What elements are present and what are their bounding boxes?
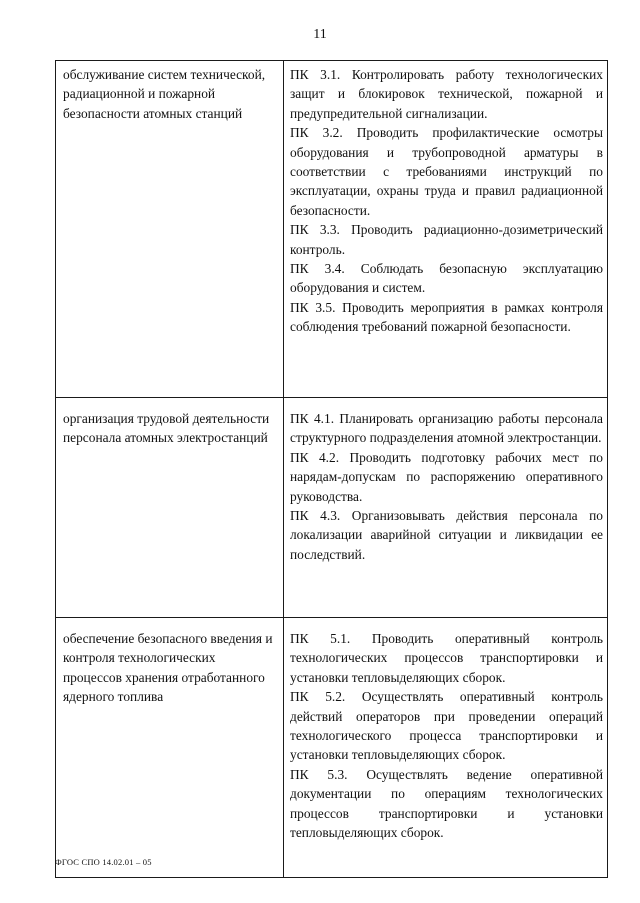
document-footer: ФГОС СПО 14.02.01 – 05 <box>55 857 152 867</box>
competence-item: ПК 3.1. Контролировать работу технологических защит и блокировок технической, пожарной и предупредительной сигнализации. <box>290 67 603 121</box>
competence-item: ПК 4.1. Планировать организацию работы персонала структурного подразделения атомной электростанции. <box>290 411 603 446</box>
competences-cell <box>284 61 608 398</box>
competence-item: ПК 5.2. Осуществлять оперативный контроль действий операторов при проведении операций технологического процесса транспортировки и установки тепловыделяющих сборок. <box>290 689 603 763</box>
activity-cell: организация трудовой деятельности персонала атомных электростанций <box>56 398 284 618</box>
competences-cell <box>284 398 608 618</box>
competences-cell <box>284 618 608 878</box>
competence-item: ПК 5.1. Проводить оперативный контроль технологических процессов транспортировки и установки тепловыделяющих сборок. <box>290 631 603 685</box>
competence-item: ПК 4.3. Организовывать действия персонала по локализации аварийной ситуации и ликвидации ее последствий. <box>290 508 603 562</box>
competence-item: ПК 5.3. Осуществлять ведение оперативной документации по операциям технологических процессов транспортировки и установки тепловыделяющих сборок. <box>290 766 603 841</box>
table-row <box>56 618 608 878</box>
table-row <box>56 398 608 618</box>
competence-item: ПК 4.2. Проводить подготовку рабочих мест по нарядам-допускам по распоряжению оперативного руководства. <box>290 449 603 504</box>
activity-cell: обеспечение безопасного введения и контроля технологических процессов хранения отработанного ядерного топлива <box>56 618 284 878</box>
competence-item: ПК 3.4. Соблюдать безопасную эксплуатацию оборудования и систем. <box>290 261 603 296</box>
competence-item: ПК 3.5. Проводить мероприятия в рамках контроля соблюдения требований пожарной безопасности. <box>290 299 603 335</box>
table-row <box>56 61 608 398</box>
competence-item: ПК 3.2. Проводить профилактические осмотры оборудования и трубопроводной арматуры в соответствии с требованиями инструкций по эксплуатации, охраны труда и правил радиационной безопасности. <box>290 125 603 218</box>
activity-cell: обслуживание систем технической, радиационной и пожарной безопасности атомных станций <box>56 61 284 398</box>
page-number: 11 <box>313 27 327 42</box>
competence-table <box>55 60 608 878</box>
competence-item: ПК 3.3. Проводить радиационно-дозиметрический контроль. <box>290 222 603 257</box>
